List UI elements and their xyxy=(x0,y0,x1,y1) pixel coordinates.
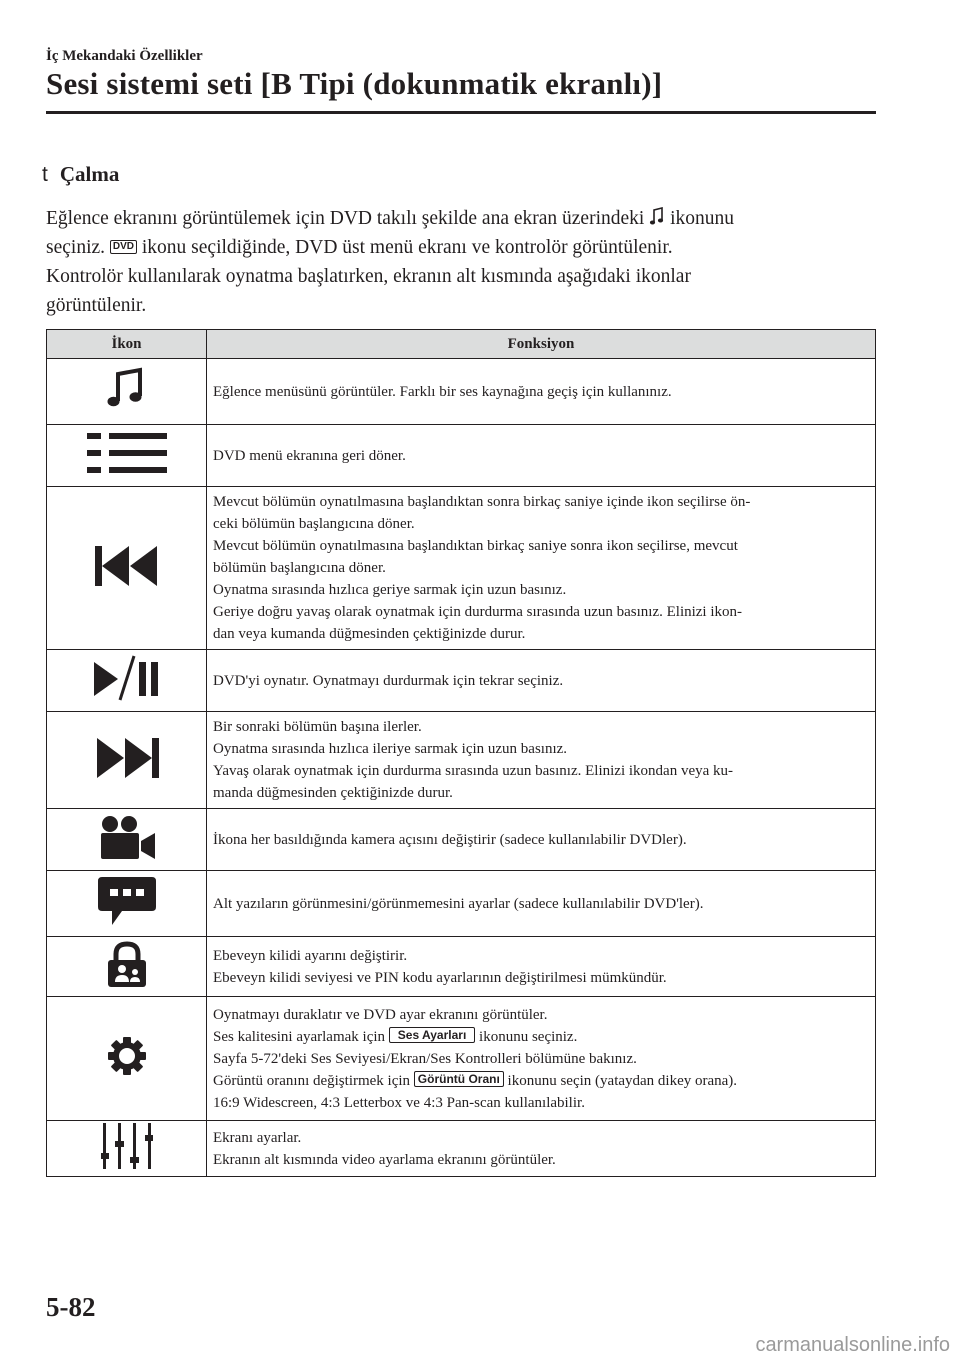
function-text: Mevcut bölümün oynatılmasına başlandıktan sonra birkaç saniye içinde ikon seçilirse ön- xyxy=(213,494,751,510)
intro-text: Eğlence ekranını görüntülemek için DVD takılı şekilde ana ekran üzerindeki xyxy=(46,208,645,229)
table-row xyxy=(47,359,876,425)
bullet-marker: t xyxy=(42,163,48,186)
function-text: Ebeveyn kilidi ayarını değiştirir. xyxy=(213,947,408,964)
skip-back-icon xyxy=(95,546,159,586)
function-text: Ebeveyn kilidi seviyesi ve PIN kodu ayarlarının değiştirilmesi mümkündür. xyxy=(213,969,667,986)
equalizer-sliders-icon xyxy=(101,1123,153,1169)
entertainment-icon xyxy=(649,207,665,227)
intro-line-4: görüntülenir. xyxy=(46,295,147,316)
subheading xyxy=(42,162,119,187)
function-text: Alt yazıların görünmesini/görünmemesini ayarlar (sadece kullanılabilir DVD'ler). xyxy=(213,895,704,912)
function-text: Ekranı ayarlar. xyxy=(213,1129,302,1146)
table-row xyxy=(47,650,876,712)
function-text-sound xyxy=(213,1026,867,1048)
table-row xyxy=(47,712,876,809)
function-text: ikonunu seçiniz. xyxy=(479,1028,578,1045)
music-note-icon xyxy=(105,367,149,411)
table-row xyxy=(47,1121,876,1177)
table-row xyxy=(47,937,876,997)
subtitle-icon xyxy=(98,877,156,925)
function-text: Sayfa 5-72'deki Ses Seviyesi/Ekran/Ses Kontrolleri bölümüne bakınız. xyxy=(213,1050,637,1067)
aspect-ratio-chip: Görüntü Oranı xyxy=(414,1071,504,1087)
function-text: Ekranın alt kısmında video ayarlama ekranını görüntüler. xyxy=(213,1151,556,1168)
function-text: 16:9 Widescreen, 4:3 Letterbox ve 4:3 Pan-scan kullanılabilir. xyxy=(213,1094,585,1111)
function-text: Ses kalitesini ayarlamak için xyxy=(213,1028,386,1045)
function-text: ceki bölümün başlangıcına döner. xyxy=(213,516,415,532)
list-menu-icon xyxy=(87,432,167,474)
table-row xyxy=(47,997,876,1121)
function-text: bölümün başlangıcına döner. xyxy=(213,560,386,576)
function-text: Oynatma sırasında hızlıca geriye sarmak için uzun basınız. xyxy=(213,582,567,598)
function-text: DVD menü ekranına geri döner. xyxy=(213,447,406,464)
intro-line-3: Kontrolör kullanılarak oynatma başlatırken, ekranın alt kısmında aşağıdaki ikonlar xyxy=(46,266,691,287)
title-divider xyxy=(46,111,876,114)
header-function: Fonksiyon xyxy=(207,330,876,359)
function-text: manda düğmesinden çektiğinizde durur. xyxy=(213,785,453,801)
function-text: Mevcut bölümün oynatılmasına başlandıktan birkaç saniye sonra ikon seçilirse, mevcut xyxy=(213,538,738,554)
subheading-text: Çalma xyxy=(59,162,120,186)
parental-lock-icon xyxy=(106,941,148,987)
table-row xyxy=(47,809,876,871)
function-text: Bir sonraki bölümün başına ilerler. xyxy=(213,719,422,735)
page-number: 5-82 xyxy=(46,1292,96,1322)
function-text: Eğlence menüsünü görüntüler. Farklı bir ses kaynağına geçiş için kullanınız. xyxy=(213,383,672,400)
intro-line-2 xyxy=(46,233,876,262)
header-icon: İkon xyxy=(47,330,207,359)
table-header-row xyxy=(47,330,876,359)
function-text: Oynatmayı duraklatır ve DVD ayar ekranını görüntüler. xyxy=(213,1006,548,1023)
function-text: Oynatma sırasında hızlıca ileriye sarmak için uzun basınız. xyxy=(213,741,568,757)
skip-forward-icon xyxy=(95,738,159,778)
function-text: DVD'yi oynatır. Oynatmayı durdurmak için tekrar seçiniz. xyxy=(213,672,564,689)
function-text: dan veya kumanda düğmesinden çektiğinizde durur. xyxy=(213,626,526,642)
intro-text: ikonunu xyxy=(670,208,734,229)
play-pause-icon xyxy=(94,654,160,702)
dvd-chip: DVD xyxy=(110,240,137,254)
table-row xyxy=(47,871,876,937)
table-row xyxy=(47,487,876,650)
intro-text: ikonu seçildiğinde, DVD üst menü ekranı ve kontrolör görüntülenir. xyxy=(141,237,673,258)
function-text: Geriye doğru yavaş olarak oynatmak için durdurma sırasında uzun basınız. Elinizi ikon- xyxy=(213,604,743,620)
function-text: İkona her basıldığında kamera açısını değiştirir (sadece kullanılabilir DVDler). xyxy=(213,831,687,848)
function-text-aspect xyxy=(213,1070,867,1092)
camera-angle-icon xyxy=(97,815,157,859)
function-table xyxy=(46,329,876,1177)
function-text: ikonunu seçin (yataydan dikey orana). xyxy=(507,1072,738,1089)
section-label: İç Mekandaki Özellikler xyxy=(46,48,203,64)
sound-settings-chip: Ses Ayarları xyxy=(389,1027,476,1043)
table-row xyxy=(47,425,876,487)
function-text: Yavaş olarak oynatmak için durdurma sırasında uzun basınız. Elinizi ikondan veya ku- xyxy=(213,763,734,779)
intro-line-1 xyxy=(46,204,876,233)
intro-paragraph xyxy=(46,204,876,320)
page-title: Sesi sistemi seti [B Tipi (dokunmatik ekranlı)] xyxy=(46,66,663,101)
gear-icon xyxy=(107,1036,147,1076)
intro-text: seçiniz. xyxy=(46,237,106,258)
watermark: carmanualsonline.info xyxy=(755,1334,950,1356)
function-text: Görüntü oranını değiştirmek için xyxy=(213,1072,411,1089)
